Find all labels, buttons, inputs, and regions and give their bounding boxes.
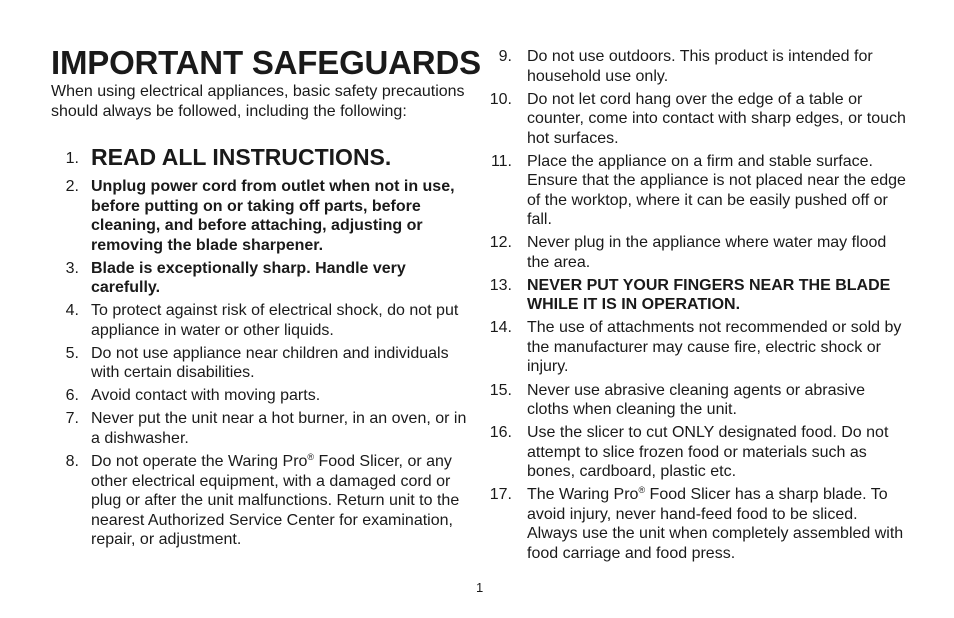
item-text-before: The Waring Pro xyxy=(527,486,639,504)
list-item-2 xyxy=(51,177,471,255)
item-text: Place the appliance on a firm and stable surface. Ensure that the appliance is not placed near the edge of the worktop, where it can be easily pushed off or fall. xyxy=(527,152,906,229)
list-item-1 xyxy=(51,143,471,171)
registered-mark: ® xyxy=(307,452,315,463)
item-number: 15. xyxy=(489,381,512,399)
item-text: Do not use appliance near children and individuals with certain disabilities. xyxy=(91,344,449,382)
item-text: Avoid contact with moving parts. xyxy=(91,387,321,405)
list-item-5 xyxy=(51,344,471,383)
item-number: 1. xyxy=(65,150,79,167)
safeguards-list-right xyxy=(488,47,908,567)
list-item-3 xyxy=(51,259,471,298)
item-number: 14. xyxy=(489,319,512,337)
item-text: NEVER PUT YOUR FINGERS NEAR THE BLADE WHILE IT IS IN OPERATION. xyxy=(527,276,891,314)
item-number: 6. xyxy=(65,387,79,405)
item-text: READ ALL INSTRUCTIONS. xyxy=(91,144,392,170)
item-text: Never use abrasive cleaning agents or abrasive cloths when cleaning the unit. xyxy=(527,381,865,419)
item-number: 2. xyxy=(65,178,79,195)
item-number: 17. xyxy=(489,486,512,504)
list-item-15 xyxy=(488,381,908,420)
page-title: IMPORTANT SAFEGUARDS xyxy=(51,44,481,81)
item-text: Blade is exceptionally sharp. Handle very carefully. xyxy=(91,259,406,297)
list-item-9 xyxy=(488,47,908,86)
list-item-7 xyxy=(51,409,471,448)
list-item-13 xyxy=(488,276,908,315)
item-text: Never plug in the appliance where water may flood the area. xyxy=(527,234,887,271)
item-number: 10. xyxy=(489,90,512,108)
list-item-11 xyxy=(488,152,908,230)
list-item-16 xyxy=(488,423,908,482)
item-number: 5. xyxy=(65,344,79,362)
item-text: Use the slicer to cut ONLY designated food. Do not attempt to slice frozen food or materials such as bones, cardboard, plastic etc. xyxy=(527,424,889,481)
item-number: 11. xyxy=(490,152,512,170)
item-number: 3. xyxy=(65,259,79,277)
item-number: 7. xyxy=(65,410,79,428)
item-number: 13. xyxy=(489,276,512,294)
item-text: Unplug power cord from outlet when not in use, before putting on or taking off parts, before cleaning, and before attaching, adjusting or removing the blade sharpener. xyxy=(91,178,455,254)
safeguards-list-left xyxy=(51,143,471,553)
list-item-14 xyxy=(488,318,908,377)
list-item-10 xyxy=(488,90,908,149)
list-item-8 xyxy=(51,452,471,550)
intro-paragraph: When using electrical appliances, basic safety precautions should always be followed, including the following: xyxy=(51,83,465,120)
item-text: Never put the unit near a hot burner, in an oven, or in a dishwasher. xyxy=(91,410,467,447)
item-number: 9. xyxy=(498,48,512,65)
item-number: 16. xyxy=(489,424,512,442)
item-text: Do not use outdoors. This product is intended for household use only. xyxy=(527,48,873,85)
page-number: 1 xyxy=(476,580,484,595)
item-text-before: Do not operate the Waring Pro xyxy=(91,453,308,471)
item-text: The use of attachments not recommended or sold by the manufacturer may cause fire, electric shock or injury. xyxy=(527,319,902,376)
item-number: 12. xyxy=(489,234,512,252)
registered-mark: ® xyxy=(638,485,646,496)
item-text-after: Food Slicer, or any other electrical equipment, with a damaged cord or plug or after the unit malfunctions. Return unit to the nearest Authorized Service Center for examination, repair, or adjustment. xyxy=(91,453,460,549)
item-number: 8. xyxy=(65,453,79,471)
item-text-after: Food Slicer has a sharp blade. To avoid injury, never hand-feed food to be sliced. Always use the unit when completely assembled with food carriage and food press. xyxy=(527,486,904,562)
item-number: 4. xyxy=(65,302,79,320)
list-item-4 xyxy=(51,301,471,340)
list-item-6 xyxy=(51,386,471,406)
item-text: Do not let cord hang over the edge of a table or counter, come into contact with sharp edges, or touch hot surfaces. xyxy=(527,90,906,147)
list-item-17 xyxy=(488,485,908,563)
item-text xyxy=(91,453,459,548)
list-item-12 xyxy=(488,233,908,272)
item-text: To protect against risk of electrical shock, do not put appliance in water or other liquids. xyxy=(91,302,459,339)
item-text xyxy=(527,486,903,562)
